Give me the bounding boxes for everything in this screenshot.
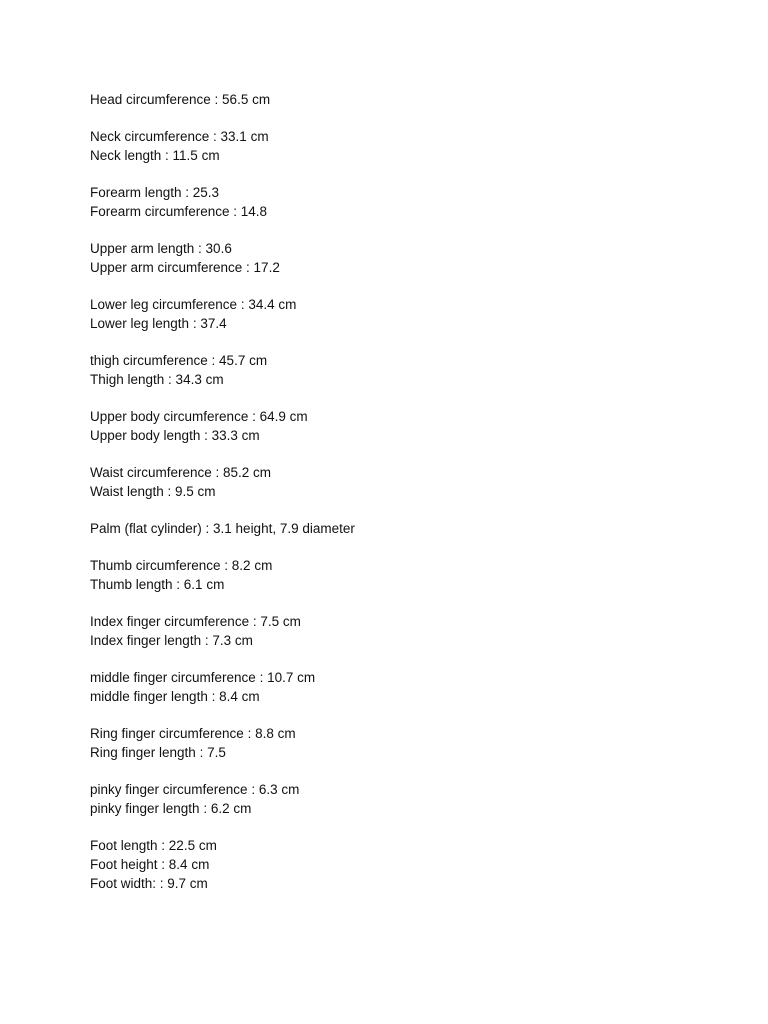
thigh-circumference-line: thigh circumference : 45.7 cm: [90, 353, 268, 369]
lower-leg-length-line: Lower leg length : 37.4: [90, 315, 227, 331]
ring-finger-group: [90, 725, 730, 762]
foot-group: [90, 837, 730, 893]
upper-arm-length-line: Upper arm length : 30.6: [90, 241, 232, 257]
middle-finger-circumference-line: middle finger circumference : 10.7 cm: [90, 670, 316, 686]
index-finger-length-line: Index finger length : 7.3 cm: [90, 633, 253, 648]
pinky-finger-length-line: pinky finger length : 6.2 cm: [90, 800, 252, 816]
head-circumference-line: Head circumference : 56.5 cm: [90, 92, 271, 107]
middle-finger-group: [90, 669, 730, 706]
ring-finger-circumference-line: Ring finger circumference : 8.8 cm: [90, 726, 296, 742]
lower-leg-circumference-line: Lower leg circumference : 34.4 cm: [90, 297, 297, 313]
palm-dimensions-line: Palm (flat cylinder) : 3.1 height, 7.9 diameter: [90, 521, 355, 537]
neck-group: [90, 128, 730, 165]
foot-height-line: Foot height : 8.4 cm: [90, 856, 210, 872]
middle-finger-length-line: middle finger length : 8.4 cm: [90, 688, 260, 704]
upper-arm-circumference-line: Upper arm circumference : 17.2: [90, 259, 280, 275]
head-group: [90, 91, 730, 110]
upper-body-circumference-line: Upper body circumference : 64.9 cm: [90, 409, 308, 425]
thumb-circumference-line: Thumb circumference : 8.2 cm: [90, 558, 273, 574]
ring-finger-length-line: Ring finger length : 7.5: [90, 744, 226, 760]
foot-length-line: Foot length : 22.5 cm: [90, 838, 217, 854]
foot-width-line: Foot width: : 9.7 cm: [90, 875, 208, 891]
thumb-group: [90, 557, 730, 594]
pinky-finger-group: [90, 781, 730, 818]
forearm-length-line: Forearm length : 25.3: [90, 185, 220, 201]
palm-group: [90, 520, 730, 539]
thigh-group: [90, 352, 730, 389]
thigh-length-line: Thigh length : 34.3 cm: [90, 371, 224, 387]
pinky-finger-circumference-line: pinky finger circumference : 6.3 cm: [90, 782, 300, 798]
forearm-group: [90, 184, 730, 221]
neck-length-line: Neck length : 11.5 cm: [90, 147, 220, 163]
thumb-length-line: Thumb length : 6.1 cm: [90, 577, 225, 593]
waist-group: [90, 464, 730, 501]
forearm-circumference-line: Forearm circumference : 14.8: [90, 203, 268, 219]
neck-circumference-line: Neck circumference : 33.1 cm: [90, 129, 269, 145]
upper-body-length-line: Upper body length : 33.3 cm: [90, 427, 260, 443]
upper-body-group: [90, 408, 730, 445]
measurements-list: [90, 91, 730, 912]
upper-arm-group: [90, 240, 730, 277]
index-finger-circumference-line: Index finger circumference : 7.5 cm: [90, 614, 301, 630]
waist-circumference-line: Waist circumference : 85.2 cm: [90, 465, 272, 481]
waist-length-line: Waist length : 9.5 cm: [90, 483, 216, 499]
index-finger-group: [90, 613, 730, 650]
lower-leg-group: [90, 296, 730, 333]
